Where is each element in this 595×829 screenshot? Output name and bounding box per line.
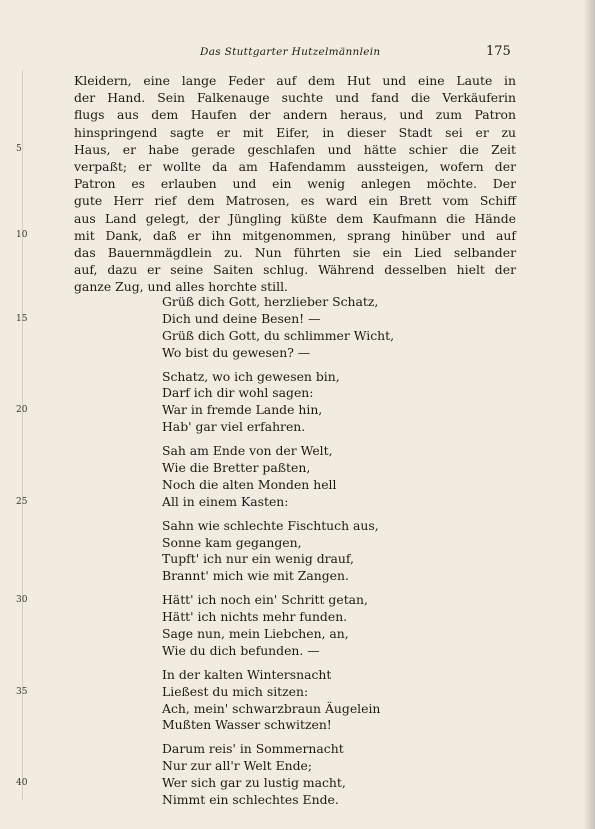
prose-line-text: das Bauernmägdlein zu. Nun führten sie ein Lied selbander	[74, 244, 516, 260]
prose-line	[74, 124, 516, 141]
stanza	[16, 741, 482, 809]
verse-line-text: Wo bist du gewesen? —	[162, 344, 311, 360]
verse-line-text: Sahn wie schlechte Fischtuch aus,	[162, 517, 379, 533]
line-number: 10	[16, 229, 28, 240]
verse-line	[162, 419, 482, 436]
prose-line-text: mit Dank, daß er ihn mitgenommen, sprang hinüber und auf	[74, 227, 516, 243]
verse-line-text: Hab' gar viel erfahren.	[162, 419, 306, 435]
verse-line-text: Sage nun, mein Liebchen, an,	[162, 626, 349, 642]
verse-line	[16, 402, 482, 419]
verse-line-text: War in fremde Lande hin,	[162, 402, 323, 418]
prose-line-text: Haus, er habe gerade geschlafen und hätte schier die Zeit	[74, 141, 516, 157]
verse-line	[162, 667, 482, 684]
prose-line-text: verpaßt; er wollte da am Hafendamm aussteigen, wofern der	[74, 158, 516, 174]
line-number: 35	[16, 686, 28, 697]
running-header	[0, 44, 595, 62]
verse-line	[162, 717, 482, 734]
verse-line-text: Schatz, wo ich gewesen bin,	[162, 368, 340, 384]
prose-line-text: auf, dazu er seine Saiten schlug. Während desselben hielt der	[74, 262, 516, 278]
prose-line	[16, 141, 516, 158]
verse-line-text: Noch die alten Monden hell	[162, 476, 337, 492]
prose-line	[74, 210, 516, 227]
verse-line	[162, 369, 482, 386]
prose-line-text: flugs aus dem Haufen der andern heraus, und zum Patron	[74, 107, 516, 123]
verse-line	[162, 460, 482, 477]
stanza	[16, 592, 482, 660]
verse-line-text: In der kalten Wintersnacht	[162, 666, 332, 682]
prose-line-text: der Hand. Sein Falkenauge suchte und fand die Verkäuferin	[74, 90, 516, 106]
verse-line-text: Dich und deine Besen! —	[162, 310, 321, 326]
line-number: 25	[16, 496, 28, 507]
prose-line	[74, 158, 516, 175]
prose-line	[74, 89, 516, 106]
running-title: Das Stuttgarter Hutzelmännlein	[200, 46, 381, 58]
verse-line-text: Brannt' mich wie mit Zangen.	[162, 568, 349, 584]
stanza	[16, 368, 482, 437]
stanza	[162, 518, 482, 586]
verse-line	[162, 568, 482, 585]
stanza	[16, 666, 482, 735]
stanza	[16, 443, 482, 511]
verse-line	[162, 701, 482, 718]
verse-line	[16, 775, 482, 792]
verse-line	[162, 443, 482, 460]
verse-line	[16, 310, 482, 328]
prose-line	[74, 175, 516, 192]
verse-line-text: Ließest du mich sitzen:	[162, 683, 309, 699]
verse-line	[162, 518, 482, 535]
verse-line	[162, 643, 482, 660]
page-edge-shadow	[583, 0, 595, 829]
prose-line	[74, 244, 516, 261]
prose-line	[74, 106, 516, 123]
prose-line-text: hinspringend sagte er mit Eifer, in dieser Stadt sei er zu	[74, 124, 516, 140]
verse-line-text: Sonne kam gegangen,	[162, 534, 302, 550]
verse-line	[162, 535, 482, 552]
verse-line-text: Wie du dich befunden. —	[162, 642, 320, 658]
prose-line	[74, 261, 516, 278]
verse-line-text: Nimmt ein schlechtes Ende.	[162, 792, 339, 808]
verse-line-text: Grüß dich Gott, herzlieber Schatz,	[162, 294, 379, 309]
prose-line-text: Kleidern, eine lange Feder auf dem Hut und eine Laute in	[74, 73, 516, 88]
line-number: 20	[16, 405, 28, 416]
verse-line-text: Grüß dich Gott, du schlimmer Wicht,	[162, 327, 395, 343]
verse-line	[162, 626, 482, 643]
verse-line	[162, 328, 482, 345]
verse-line	[162, 609, 482, 626]
prose-line	[16, 227, 516, 244]
verse-line-text: Darum reis' in Sommernacht	[162, 741, 344, 757]
verse-line	[162, 551, 482, 568]
prose-line	[74, 72, 516, 89]
verse-line	[162, 741, 482, 758]
verse-line	[162, 385, 482, 402]
line-number: 5	[16, 143, 22, 154]
verse-line-text: Tupft' ich nur ein wenig drauf,	[162, 551, 355, 567]
stanza	[16, 294, 482, 362]
poem	[16, 294, 482, 816]
verse-line-text: All in einem Kasten:	[162, 493, 289, 509]
verse-line	[162, 758, 482, 775]
verse-line	[16, 683, 482, 701]
line-number: 30	[16, 595, 28, 606]
verse-line-text: Darf ich dir wohl sagen:	[162, 385, 314, 401]
verse-line-text: Wer sich gar zu lustig macht,	[162, 775, 346, 791]
verse-line	[162, 345, 482, 362]
verse-line	[16, 592, 482, 609]
verse-line-text: Mußten Wasser schwitzen!	[162, 717, 332, 733]
verse-line-text: Sah am Ende von der Welt,	[162, 443, 333, 459]
verse-line-text: Hätt' ich noch ein' Schritt getan,	[162, 592, 368, 608]
verse-line	[16, 493, 482, 511]
verse-line-text: Wie die Bretter paßten,	[162, 460, 311, 476]
prose-paragraph	[16, 72, 516, 295]
verse-line-text: Ach, mein' schwarzbraun Äugelein	[162, 700, 381, 716]
prose-line-text: gute Herr rief dem Matrosen, es ward ein Brett vom Schiff	[74, 193, 516, 209]
page-number: 175	[486, 44, 511, 59]
prose-line-text: ganze Zug, und alles horchte still.	[74, 279, 288, 295]
prose-line-text: Patron es erlauben und ein wenig anlegen möchte. Der	[74, 176, 516, 192]
prose-line	[74, 192, 516, 209]
verse-line	[162, 792, 482, 809]
verse-line-text: Hätt' ich nichts mehr funden.	[162, 609, 348, 625]
line-number: 15	[16, 313, 28, 324]
prose-line	[74, 278, 516, 295]
prose-line-text: aus Land gelegt, der Jüngling küßte dem Kaufmann die Hände	[74, 210, 516, 226]
verse-line	[162, 294, 482, 311]
verse-line	[162, 477, 482, 494]
verse-line-text: Nur zur all'r Welt Ende;	[162, 758, 313, 774]
line-number: 40	[16, 778, 28, 789]
